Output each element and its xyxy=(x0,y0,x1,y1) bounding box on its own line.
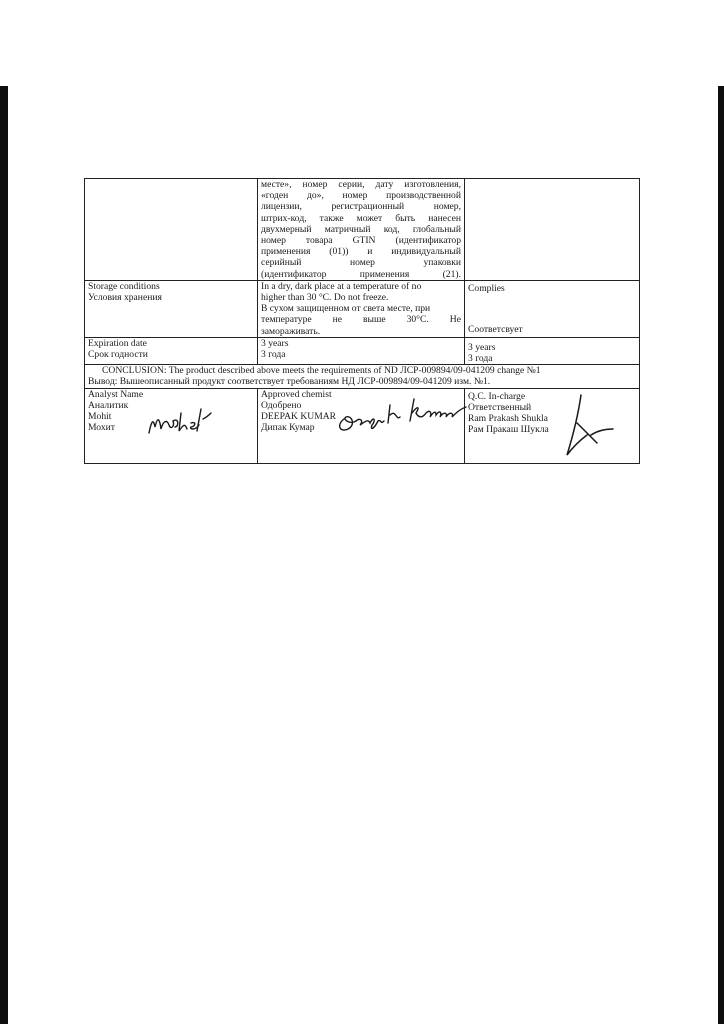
scan-right-edge xyxy=(718,86,724,1024)
conclusion-en: CONCLUSION: The product described above meets the requirements of ND ЛСР-009894/09-041209 change №1 xyxy=(102,365,541,377)
packaging-line: лицензии, регистрационный номер, xyxy=(261,201,461,213)
storage-result-ru: Соответсвует xyxy=(468,324,523,336)
expiration-result-cell xyxy=(465,337,640,364)
expiration-req-ru: 3 года xyxy=(261,349,286,361)
qc-name-en: Ram Prakash Shukla xyxy=(468,413,548,425)
packaging-line: применения (01)) и индивидуальный xyxy=(261,246,461,258)
storage-req-ru-line: замораживать. xyxy=(261,325,321,337)
packaging-label-cell xyxy=(85,179,258,281)
storage-req-en-line: In a dry, dark place at a temperature of no xyxy=(261,280,422,292)
qc-title-en: Q.C. In-charge xyxy=(468,390,526,402)
packaging-result-cell xyxy=(465,179,640,281)
packaging-row xyxy=(85,179,640,281)
approver-name-en: DEEPAK KUMAR xyxy=(261,411,337,423)
certificate-table xyxy=(84,178,640,464)
packaging-line: «годен до», номер производственной xyxy=(261,190,461,202)
conclusion-row xyxy=(85,365,640,388)
approver-title-ru: Одобрено xyxy=(261,399,302,411)
expiration-result-en: 3 years xyxy=(468,341,496,353)
expiration-label-ru: Срок годности xyxy=(88,349,148,361)
approver-cell xyxy=(258,388,465,463)
storage-label-en: Storage conditions xyxy=(88,280,160,292)
analyst-name-ru: Мохит xyxy=(88,422,115,434)
packaging-line: номер товара GTIN (идентификатор xyxy=(261,235,461,247)
approver-name-ru: Дипак Кумар xyxy=(261,422,315,434)
storage-requirement-cell xyxy=(258,280,465,337)
conclusion-cell xyxy=(85,365,640,388)
expiration-label-en: Expiration date xyxy=(88,337,147,349)
expiration-result-ru: 3 года xyxy=(468,353,493,365)
approver-title-en: Approved chemist xyxy=(261,388,332,400)
expiration-row xyxy=(85,337,640,364)
analyst-cell xyxy=(85,388,258,463)
packaging-line: двухмерный матричный код, глобальный xyxy=(261,223,461,235)
analyst-title-en: Analyst Name xyxy=(88,388,144,400)
signature-row xyxy=(85,388,640,463)
qc-title-ru: Ответственный xyxy=(468,401,532,413)
expiration-requirement-cell xyxy=(258,337,465,364)
analyst-name-en: Mohit xyxy=(88,411,112,423)
packaging-line: месте», номер серии, дату изготовления, xyxy=(261,179,461,190)
expiration-req-en: 3 years xyxy=(261,337,289,349)
qc-name-ru: Рам Пракаш Шукла xyxy=(468,424,549,436)
analyst-title-ru: Аналитик xyxy=(88,399,129,411)
storage-label-cell xyxy=(85,280,258,337)
expiration-label-cell xyxy=(85,337,258,364)
storage-req-ru-line: температуре не выше 30°С. Не xyxy=(261,314,461,326)
packaging-line: серийный номер упаковки xyxy=(261,257,461,269)
storage-result-en: Complies xyxy=(468,282,505,294)
packaging-line: штрих-код, также может быть нанесен xyxy=(261,212,461,224)
storage-req-ru-line: В сухом защищенном от света месте, при xyxy=(261,303,431,315)
conclusion-ru: Вывод: Вышеописанный продукт соответствует требованиям НД ЛСР-009894/09-041209 изм. №1. xyxy=(88,376,491,388)
storage-req-en-line: higher than 30 °C. Do not freeze. xyxy=(261,292,389,304)
storage-result-cell xyxy=(465,280,640,337)
qc-cell xyxy=(465,388,640,463)
storage-label-ru: Условия хранения xyxy=(88,292,162,304)
storage-row xyxy=(85,280,640,337)
packaging-line: (идентификатор применения (21). xyxy=(261,268,461,280)
scan-top-margin xyxy=(0,0,724,86)
packaging-requirement-cell xyxy=(258,179,465,281)
scan-left-edge xyxy=(0,86,8,1024)
